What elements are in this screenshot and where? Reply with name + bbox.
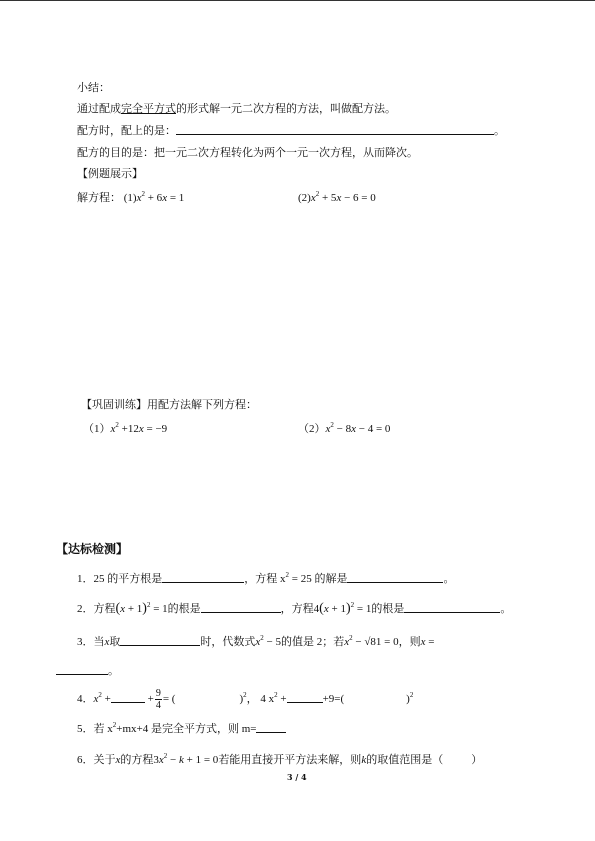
answer-blank[interactable] bbox=[347, 572, 443, 583]
summary-heading: 小结： bbox=[77, 81, 110, 94]
summary-line-1: 通过配成完全平方式的形式解一元二次方程的方法，叫做配方法。 bbox=[77, 102, 396, 115]
answer-blank[interactable] bbox=[256, 722, 286, 733]
answer-blank[interactable] bbox=[56, 664, 108, 675]
answer-blank[interactable] bbox=[201, 602, 281, 613]
answer-blank[interactable] bbox=[176, 124, 494, 135]
practice-heading: 【巩固训练】用配方法解下列方程： bbox=[81, 398, 257, 411]
answer-blank[interactable] bbox=[111, 692, 145, 703]
summary-line-3: 配方的目的是：把一元二次方程转化为两个一元一次方程，从而降次。 bbox=[77, 146, 418, 159]
question-5: 5．若 $x^2+mx+4$ 是完全平方式，则 m= bbox=[77, 722, 286, 736]
answer-blank[interactable] bbox=[404, 602, 500, 613]
test-heading: 【达标检测】 bbox=[56, 542, 129, 556]
practice-equation-2: $(2)x^2 - 8x - 4 = 0$ bbox=[298, 421, 391, 435]
examples-heading: 【例题展示】 bbox=[77, 167, 143, 180]
underlined-term: 完全平方式 bbox=[121, 102, 176, 115]
question-6: 6．关于x的方程$3x^2 - k + 1 = 0$若能用直接开平方法来解，则k的取值范围是（ ） bbox=[77, 752, 483, 766]
practice-equation-1: $(1)x^2 +12x = -9$ bbox=[83, 421, 168, 435]
example-equation-1: 解方程： $(1)x^2 + 6x = 1$ bbox=[77, 190, 185, 204]
summary-line-2: 配方时，配上的是： 。 bbox=[77, 124, 505, 137]
fraction-nine-fourths: $\frac{9}{4}$ bbox=[155, 688, 161, 711]
question-4: 4．$x^2$ + + $\frac{9}{4}$ = ( )$^2$， 4 $x^2 + +9=$( )$^2$ bbox=[77, 688, 414, 711]
question-2: 2．方程$(x + 1)^2 = 1$的根是 ，方程$4(x + 1)^2 = 1$的根是 。 bbox=[77, 601, 512, 616]
question-3-continued: 。 bbox=[56, 664, 119, 678]
answer-blank[interactable] bbox=[287, 692, 323, 703]
answer-blank[interactable] bbox=[120, 635, 200, 646]
question-1: 1．25 的平方根是 ，方程 $x^2 = 25$ 的解是 。 bbox=[77, 571, 455, 585]
answer-blank[interactable] bbox=[162, 572, 244, 583]
example-equation-2: $(2)x^2 + 5x - 6 = 0$ bbox=[298, 190, 376, 204]
question-3: 3．当x取 时，代数式$x^2 - 5$的值是 2；若$x^2 - √81 = 0$，则x = bbox=[77, 634, 435, 648]
page-number: 3 / 4 bbox=[287, 772, 307, 782]
top-border-line bbox=[0, 0, 595, 1]
